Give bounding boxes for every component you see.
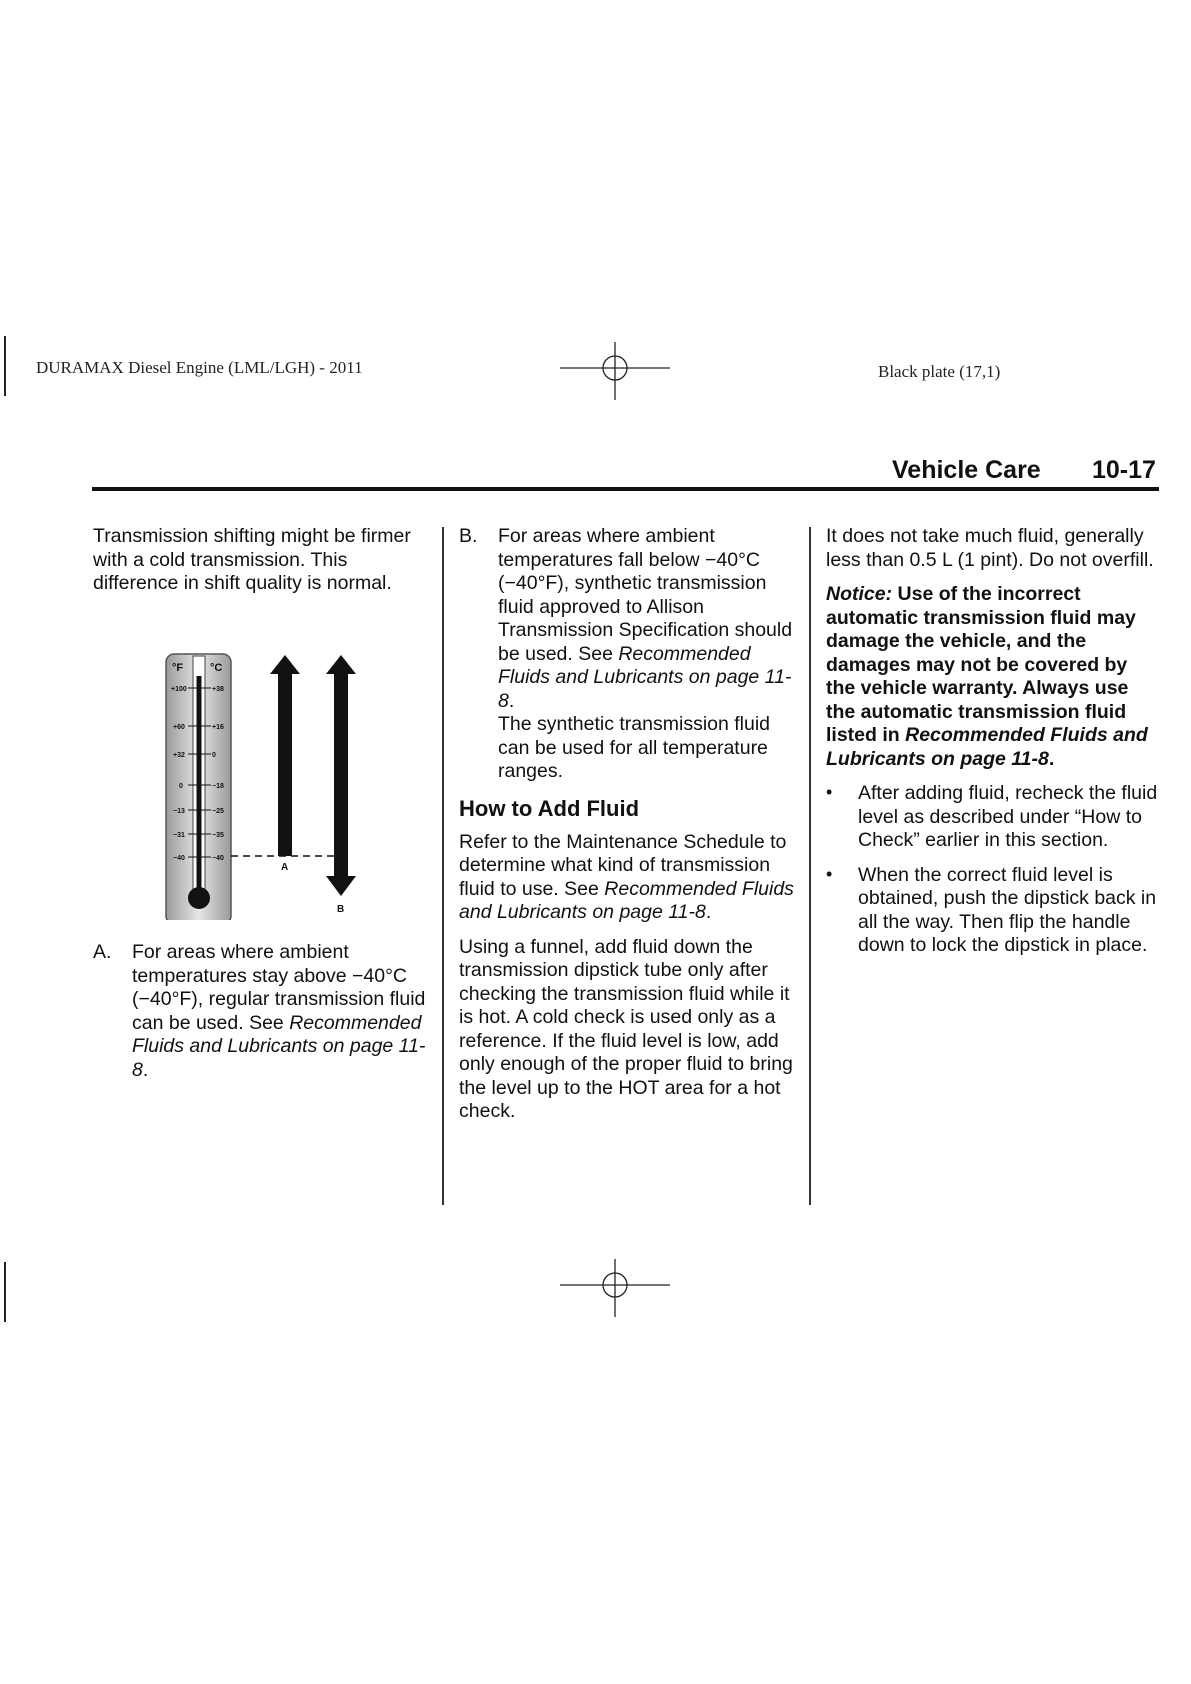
notice-label: Notice: [826,583,893,605]
column-2 [459,525,795,1135]
page-number: 10-17 [1092,456,1156,484]
intro-paragraph: Transmission shifting might be firmer with a cold transmission. This difference in shift quality is normal. [93,525,411,594]
cross-reference-link[interactable]: Recommended Fluids and Lubricants on page 11-8 [459,877,794,923]
cross-reference-link[interactable]: Recommended Fluids and Lubricants on page 11-8 [132,1011,426,1081]
thermometer-mercury [197,676,202,891]
arrow-a-label: A [281,862,289,873]
tick-label-c: +38 [212,686,224,693]
tick-label-c: 0 [212,752,216,759]
maintenance-paragraph: Refer to the Maintenance Schedule to determine what kind of transmission fluid to use. See Recommended Fluids and Lubricants on page 11-8. [459,830,794,923]
column-1-lower [93,941,428,1093]
column-rule-2 [809,527,811,1205]
slug-left: DURAMAX Diesel Engine (LML/LGH) - 2011 [36,358,363,377]
arrow-b [326,655,356,915]
cross-reference-link[interactable]: Recommended Fluids and Lubricants on page 11-8 [826,724,1148,770]
tick-label-c: −35 [212,832,224,839]
temperature-chart-figure [158,650,358,920]
item-a [93,941,428,1082]
crop-mark-top-left [4,336,6,396]
unit-c-label: °C [210,662,223,674]
item-a-label: A. [93,941,112,963]
tick-label-f: +100 [171,686,187,693]
header-rule [92,487,1159,491]
column-rule-1 [442,527,444,1205]
cross-reference-link[interactable]: Recommended Fluids and Lubricants on page 11-8 [498,642,792,712]
bullet-text: After adding fluid, recheck the fluid level as described under “How to Check” earlier in this section. [858,782,1158,851]
column-3 [826,525,1161,969]
arrow-b-label: B [337,904,345,915]
section-title: Vehicle Care [892,456,1041,484]
registration-mark-bottom [560,1259,670,1317]
bullet-item [826,864,1161,958]
item-a-text: For areas where ambient temperatures stay above −40°C (−40°F), regular transmission fluid can be used. See Recommended Fluids and Lubricants on page 11-8. [132,941,426,1081]
tick-label-c: −25 [212,808,224,815]
item-b-label: B. [459,525,478,547]
tick-label-f: −40 [173,855,185,862]
registration-mark-top [560,342,670,400]
tick-label-c: −18 [212,783,224,790]
arrow-a [270,655,300,873]
column-1 [93,525,428,607]
funnel-paragraph: Using a funnel, add fluid down the transmission dipstick tube only after checking the transmission fluid while it is hot. A cold check is used only as a reference. If the fluid level is low, add only enough of the proper fluid to bring the level up to the HOT area for a hot check. [459,935,793,1122]
bullet-text: When the correct fluid level is obtained, push the dipstick back in all the way. Then flip the handle down to lock the dipstick in place. [858,863,1157,956]
tick-label-f: 0 [179,783,183,790]
item-b-extra: The synthetic transmission fluid can be used for all temperature ranges. [498,713,771,782]
tick-label-f: +60 [173,724,185,731]
tick-label-f: −13 [173,808,185,815]
notice-paragraph: Notice: Use of the incorrect automatic transmission fluid may damage the vehicle, and the damages may not be covered by the vehicle warranty. Always use the automatic transmission fluid listed in Recommended Fluids and Lubricants on page 11-8. [826,583,1148,770]
bullet-item [826,782,1161,853]
tick-label-f: −31 [173,832,185,839]
unit-f-label: °F [172,662,184,674]
overfill-paragraph: It does not take much fluid, generally less than 0.5 L (1 pint). Do not overfill. [826,525,1154,571]
tick-label-f: +32 [173,752,185,759]
bullet-icon: • [826,863,833,884]
slug-right: Black plate (17,1) [878,362,1001,381]
item-b-text: For areas where ambient temperatures fall below −40°C (−40°F), synthetic transmission fluid approved to Allison Transmission Specification should be used. See Recommended Fluids and Lubricants on page 11-8. [498,525,793,712]
tick-label-c: −40 [212,855,224,862]
tick-label-c: +16 [212,724,224,731]
item-b [459,525,795,784]
bullet-icon: • [826,782,833,802]
crop-mark-bottom-left [4,1262,6,1322]
how-to-add-fluid-heading: How to Add Fluid [459,795,640,821]
thermometer-bulb [188,887,210,909]
